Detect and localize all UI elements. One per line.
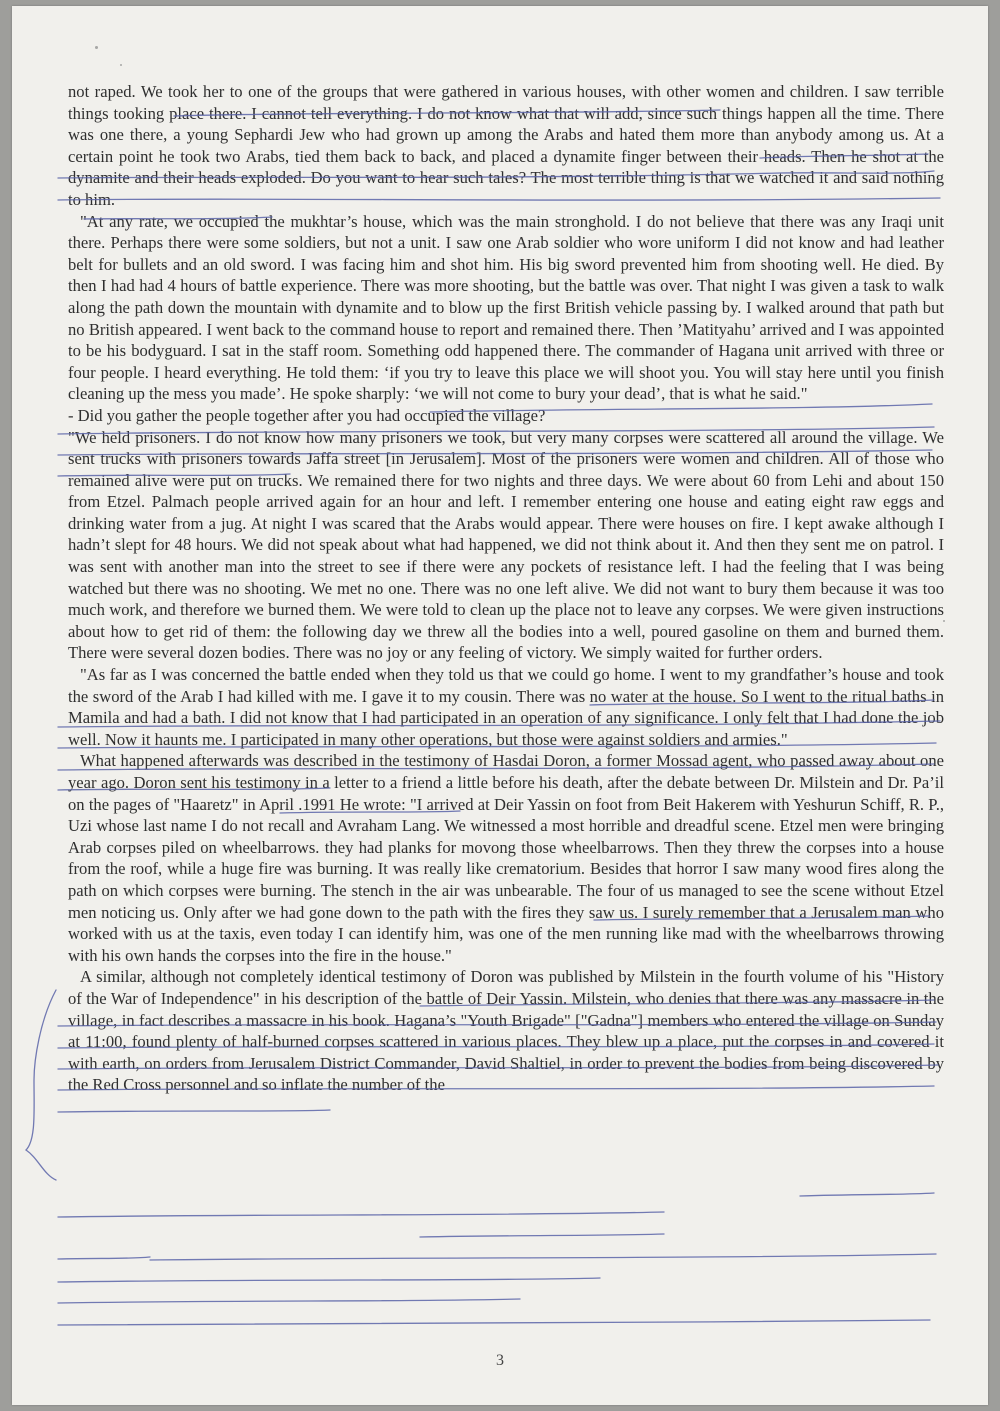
paper-speck — [120, 64, 122, 66]
paragraph: "We held prisoners. I do not know how many prisoners we took, but very many corpses were scattered all around the village. We sent trucks with prisoners towards Jaffa street [in Jerusalem]. Most of the prisoners were women and children. All of those who remained alive were put on trucks. We remained there for two nights and three days. We were about 60 from Lehi and about 150 from Etzel. Palmach people arrived again for an hour and left. I remember entering one house and eating eight raw eggs and drinking water from a jug. At night I was scared that the Arabs would appear. There were houses on fire. I kept awake although I hadn’t slept for 48 hours. We did not speak about what had happened, we did not think about it. And then they sent me on patrol. I was sent with another man into the street to see if there were any pockets of resistance left. I had the feeling that I was being watched but there was no shooting. We met no one. There was no one left alive. We did not want to bury them because it was too much work, and therefore we burned them. We were told to clean up the place not to leave any corpses. We were given instructions about how to get rid of them: the following day we threw all the bodies into a well, poured gasoline on them and burned them. There were several dozen bodies. There was no joy or any feeling of victory. We simply waited for further orders. — [68, 427, 944, 663]
paragraph: What happened afterwards was described in the testimony of Hasdai Doron, a former Mossad agent, who passed away about one year ago. Doron sent his testimony in a letter to a friend a little before his death, after the debate between Dr. Milstein and Dr. Pa’il on the pages of "Haaretz" in April .1991 He wrote: "I arrived at Deir Yassin on foot from Beit Hakerem with Yeshurun Schiff, R. P., Uzi whose last name I do not recall and Avraham Lang. We witnessed a most horrible and dreadful scene. Etzel men were bringing Arab corpses piled on wheelbarrows. they had planks for movong those wheelbarrows. Then they threw the corpses into a house from the roof, while a huge fire was burning. It was really like crematorium. Besides that horror I saw many wood fires along the path on which corpses were burning. The stench in the air was unbearable. The four of us managed to see the scene without Etzel men noticing us. Only after we had gone down to the path with the fires they saw us. I surely remember that a Jerusalem man who worked with us at the taxis, even today I can identify him, was one of the men running like mad with the wheelbarrows throwing with his own hands the corpses into the fire in the house." — [68, 751, 944, 965]
paper-speck — [95, 46, 98, 49]
paragraph: A similar, although not completely identical testimony of Doron was published by Milstein in the fourth volume of his "History of the War of Independence" in his description of the battle of Deir Yassin. Milstein, who denies that there was any massacre in the village, in fact describes a massacre in his book. Hagana’s "Youth Brigade" ["Gadna"] members who entered the village on Sunday at 11:00, found plenty of half-burned corpses scattered in various places. They blew up a place, put the corpses in and covered it with earth, on orders from Jerusalem District Commander, David Shaltiel, in order to prevent the bodies from being discovered by the Red Cross personnel and so inflate the number of the — [68, 967, 944, 1095]
body-text — [68, 81, 944, 1096]
paragraph: not raped. We took her to one of the groups that were gathered in various houses, with other women and children. I saw terrible things tooking place there. I cannot tell everything. I do not know what that will add, since such things happen all the time. There was one there, a young Sephardi Jew who had grown up among the Arabs and hated them more than anybody among us. At a certain point he took two Arabs, tied them back to back, and placed a dynamite finger between their heads. Then he shot at the dynamite and their heads exploded. Do you want to hear such tales? The most terrible thing is that we watched it and said nothing to him. — [68, 82, 944, 209]
paragraph: "At any rate, we occupied the mukhtar’s house, which was the main stronghold. I do not believe that there was any Iraqi unit there. Perhaps there were some soldiers, but not a unit. I saw one Arab soldier who wore uniform I did not know and had leather belt for bullets and an old sword. I was facing him and shot him. His big sword prevented him from shooting well. He died. By then I had had 4 hours of battle experience. There was more shooting, but the battle was over. That night I was given a task to walk along the path down the mountain with dynamite and to blow up the first British vehicle passing by. I walked around that path but no British appeared. I went back to the command house to report and remained there. Then ’Matityahu’ arrived and I was appointed to be his bodyguard. I sat in the staff room. Something odd happened there. The commander of Hagana unit arrived with three or four people. I heard everything. He told them: ‘if you try to leave this place we will shoot you. You will stay here until you finish cleaning up the mess you made’. He spoke sharply: ‘we will not come to bury your dead’, that is what he said." — [68, 211, 944, 404]
paragraph: - Did you gather the people together after you had occupied the village? — [68, 405, 546, 425]
paragraph: "As far as I was concerned the battle ended when they told us that we could go home. I went to my grandfather’s house and took the sword of the Arab I had killed with me. I gave it to my cousin. There was no water at the house. So I went to the ritual baths in Mamila and had a bath. I did not know that I had participated in an operation of any significance. I only felt that I had done the job well. Now it haunts me. I participated in many other operations, but those were against soldiers and armies." — [68, 665, 944, 749]
page-number: 3 — [496, 1352, 504, 1369]
document-page — [12, 6, 988, 1405]
paper-speck — [943, 620, 945, 622]
